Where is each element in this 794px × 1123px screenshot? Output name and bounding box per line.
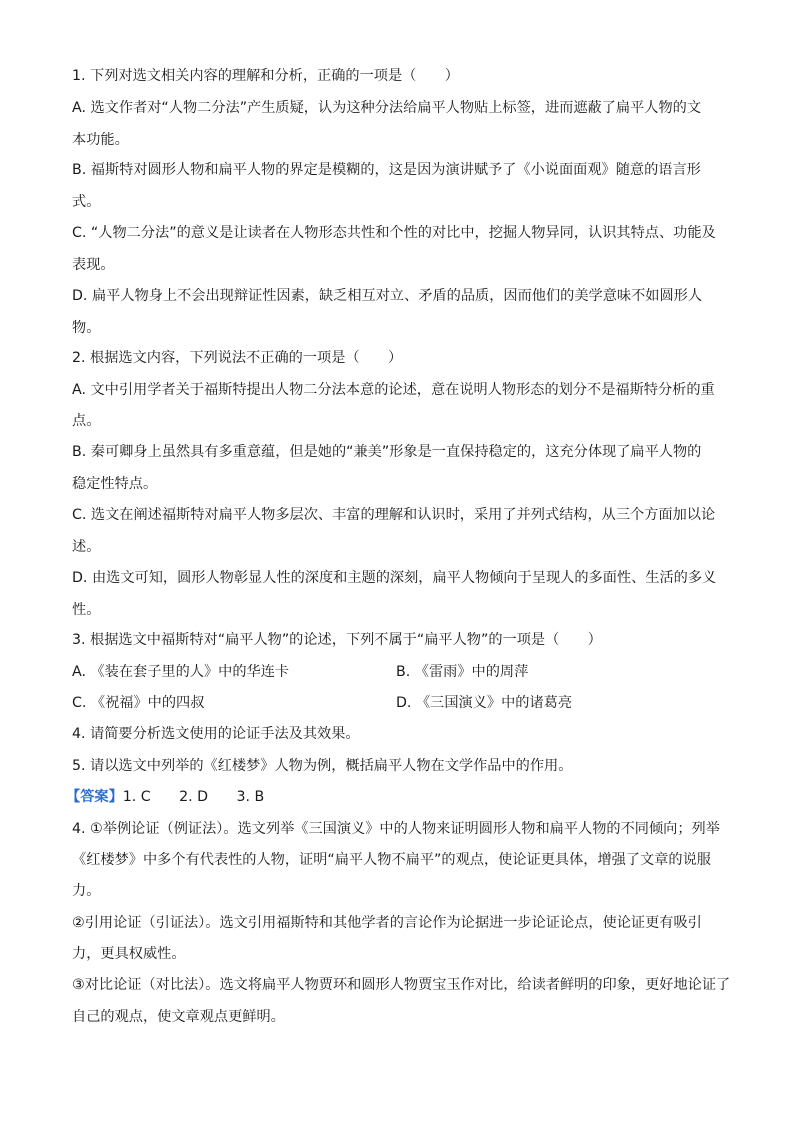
answer-4-p1: 4. ①举例论证（例证法）。选文列举《三国演义》中的人物来证明圆形人物和扁平人物的不同倾向；列举 [72, 821, 720, 837]
q3-option-d: D. 《三国演义》中的诸葛亮 [396, 695, 573, 711]
q2-option-b: B. 秦可卿身上虽然具有多重意蕴，但是她的“兼美”形象是一直保持稳定的，这充分体现了扁平人物的 [72, 444, 702, 460]
q2-option-c-cont: 述。 [72, 539, 101, 555]
answer-4-p1-cont2: 力。 [72, 883, 101, 899]
q2-option-d-cont: 性。 [72, 602, 101, 618]
q1-stem: 1. 下列对选文相关内容的理解和分析，正确的一项是（ ） [72, 68, 459, 84]
answer-4-p2-cont: 力，更具权威性。 [72, 946, 186, 962]
q1-option-c: C. “人物二分法”的意义是让读者在人物形态共性和个性的对比中，挖掘人物异同，认识其特点、功能及 [72, 225, 716, 241]
q1-option-c-cont: 表现。 [72, 257, 115, 273]
q2-option-d: D. 由选文可知，圆形人物彰显人性的深度和主题的深刻，扁平人物倾向于呈现人的多面性、生活的多义 [72, 570, 717, 586]
q2-option-c: C. 选文在阐述福斯特对扁平人物多层次、丰富的理解和认识时，采用了并列式结构，从三个方面加以论 [72, 507, 716, 523]
q1-option-b-cont: 式。 [72, 194, 101, 210]
q5-stem: 5. 请以选文中列举的《红楼梦》人物为例，概括扁平人物在文学作品中的作用。 [72, 758, 573, 774]
q1-option-b: B. 福斯特对圆形人物和扁平人物的界定是模糊的，这是因为演讲赋予了《小说面面观》随意的语言形 [72, 162, 701, 178]
answer-4-p3: ③对比论证（对比法）。选文将扁平人物贾环和圆形人物贾宝玉作对比，给读者鲜明的印象，更好地论证了 [72, 977, 731, 993]
q2-option-b-cont: 稳定性特点。 [72, 476, 158, 492]
q3-option-b: B. 《雷雨》中的周萍 [396, 664, 529, 680]
answer-4-p2: ②引用论证（引证法）。选文引用福斯特和其他学者的言论作为论据进一步论证论点，使论证更有吸引 [72, 915, 702, 931]
answer-4-p1-cont: 《红楼梦》中多个有代表性的人物，证明“扁平人物不扁平”的观点，使论证更具体，增强了文章的说服 [72, 852, 711, 868]
q3-stem: 3. 根据选文中福斯特对“扁平人物”的论述，下列不属于“扁平人物”的一项是（ ） [72, 632, 602, 648]
answer-choices: 1. C 2. D 3. B [122, 789, 265, 805]
q1-option-d: D. 扁平人物身上不会出现辩证性因素，缺乏相互对立、矛盾的品质，因而他们的美学意味不如圆形人 [72, 288, 703, 304]
q3-option-a: A. 《装在套子里的人》中的华连卡 [72, 664, 290, 680]
q1-option-d-cont: 物。 [72, 320, 101, 336]
q1-option-a-cont: 本功能。 [72, 132, 129, 148]
q2-option-a: A. 文中引用学者关于福斯特提出人物二分法本意的论述，意在说明人物形态的划分不是福斯特分析的重 [72, 382, 715, 398]
answer-tag: 【答案】 [66, 789, 123, 805]
q2-option-a-cont: 点。 [72, 413, 101, 429]
answer-4-p3-cont: 自己的观点，使文章观点更鲜明。 [72, 1009, 285, 1025]
q1-option-a: A. 选文作者对“人物二分法”产生质疑，认为这种分法给扁平人物贴上标签，进而遮蔽了扁平人物的文 [72, 100, 702, 116]
answer-line [66, 788, 726, 806]
q2-stem: 2. 根据选文内容，下列说法不正确的一项是（ ） [72, 350, 403, 366]
q4-stem: 4. 请简要分析选文使用的论证手法及其效果。 [72, 726, 360, 742]
q3-option-c: C. 《祝福》中的四叔 [72, 695, 205, 711]
